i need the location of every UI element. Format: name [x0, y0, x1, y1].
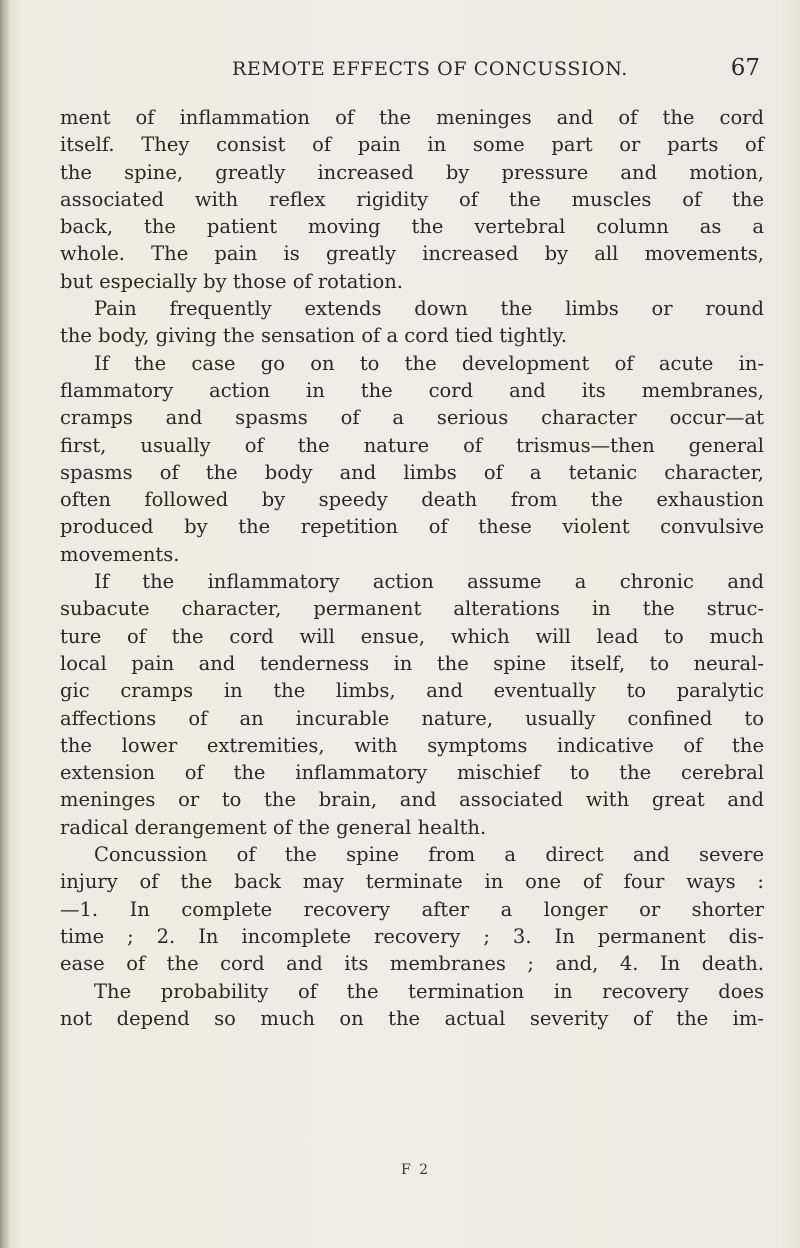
- text-line: cramps and spasms of a serious character occur—at: [60, 406, 764, 430]
- text-line: produced by the repetition of these violent convulsive: [60, 515, 764, 539]
- text-line: affections of an incurable nature, usually confined to: [60, 706, 764, 730]
- paragraph-start-line: If the case go on to the development of acute in-: [94, 351, 764, 375]
- text-line: often followed by speedy death from the exhaustion: [60, 488, 764, 512]
- text-line: associated with reflex rigidity of the muscles of the: [60, 187, 764, 211]
- text-line: the lower extremities, with symptoms indicative of the: [60, 733, 764, 757]
- text-line: gic cramps in the limbs, and eventually to paralytic: [60, 679, 764, 703]
- text-line: subacute character, permanent alterations in the struc-: [60, 597, 764, 621]
- text-line: radical derangement of the general health.: [60, 815, 487, 839]
- text-line: spasms of the body and limbs of a tetanic character,: [60, 460, 764, 484]
- text-line: itself. They consist of pain in some part or parts of: [60, 133, 764, 157]
- text-line: but especially by those of rotation.: [60, 269, 403, 293]
- text-line: local pain and tenderness in the spine itself, to neural-: [60, 651, 764, 675]
- running-head: [60, 55, 760, 86]
- text-line: flammatory action in the cord and its membranes,: [60, 378, 764, 402]
- text-line: the spine, greatly increased by pressure and motion,: [60, 160, 764, 184]
- text-line: ment of inflammation of the meninges and of the cord: [60, 106, 764, 129]
- text-line: the body, giving the sensation of a cord tied tightly.: [60, 324, 568, 348]
- text-line: first, usually of the nature of trismus—then general: [60, 433, 764, 457]
- text-line: injury of the back may terminate in one of four ways :: [60, 870, 764, 894]
- page-number: 67: [730, 55, 760, 81]
- text-line: meninges or to the brain, and associated with great and: [60, 788, 764, 812]
- paragraph-start-line: If the inflammatory action assume a chronic and: [94, 570, 764, 594]
- text-line: —1. In complete recovery after a longer or shorter: [60, 897, 764, 921]
- text-line: not depend so much on the actual severity of the im-: [60, 1006, 764, 1030]
- text-line: movements.: [60, 542, 180, 566]
- text-line: time ; 2. In incomplete recovery ; 3. In permanent dis-: [60, 924, 764, 948]
- text-line: back, the patient moving the vertebral column as a: [60, 215, 764, 239]
- paragraph-start-line: The probability of the termination in recovery does: [94, 979, 764, 1003]
- running-head-title: REMOTE EFFECTS OF CONCUSSION.: [232, 58, 628, 80]
- text-line: ease of the cord and its membranes ; and, 4. In death.: [60, 952, 764, 976]
- text-line: extension of the inflammatory mischief to the cerebral: [60, 761, 764, 785]
- signature-mark: F 2: [401, 1162, 431, 1178]
- text-line: ture of the cord will ensue, which will lead to much: [60, 624, 764, 648]
- text-line: whole. The pain is greatly increased by all movements,: [60, 242, 764, 266]
- paragraph-start-line: Pain frequently extends down the limbs or round: [94, 297, 764, 321]
- body-text: [60, 104, 764, 1032]
- paragraph-start-line: Concussion of the spine from a direct and severe: [94, 843, 764, 867]
- page-gutter-shadow: [0, 0, 10, 1248]
